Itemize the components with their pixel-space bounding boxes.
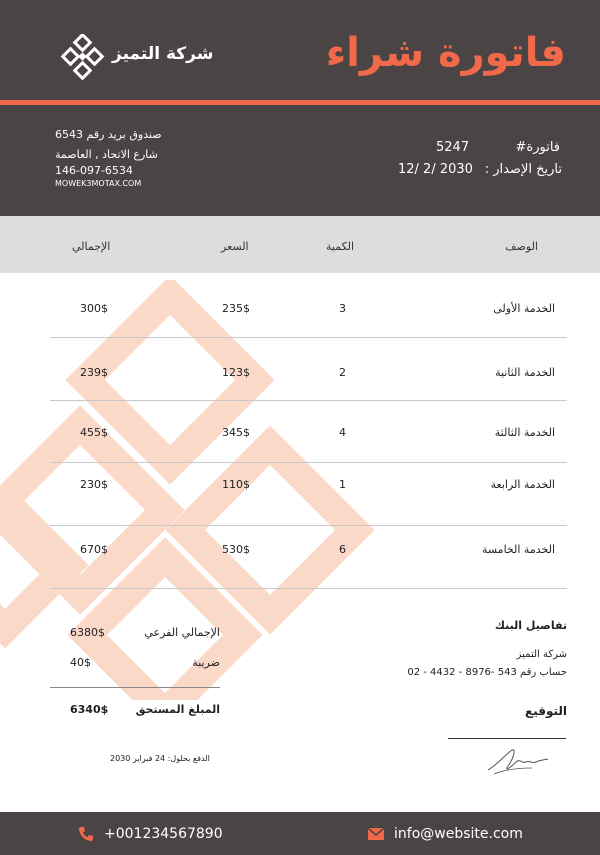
row-description: الخدمة الثالثة — [494, 426, 555, 439]
row-quantity: 4 — [339, 426, 346, 439]
tax-value: 40$ — [70, 656, 91, 669]
bank-details-title: تفاصيل البنك — [494, 619, 567, 632]
invoice-title: فاتورة شراء — [325, 30, 566, 76]
row-divider — [50, 337, 567, 338]
table-row — [0, 478, 600, 542]
row-description: الخدمة الأولى — [493, 302, 555, 315]
signature-line — [448, 738, 566, 739]
invoice-number-label: فاتورة# — [515, 140, 560, 155]
row-divider — [50, 462, 567, 463]
row-divider — [50, 588, 567, 589]
row-total: 300$ — [80, 302, 108, 315]
footer-email-text: info@website.com — [394, 825, 523, 842]
row-total: 230$ — [80, 478, 108, 491]
company-logo — [60, 34, 220, 80]
company-name: شركة التميز — [112, 44, 214, 64]
subtotal-label: الإجمالي الفرعي — [144, 626, 220, 639]
signature-title: التوقيع — [525, 704, 567, 718]
column-header-quantity: الكمية — [326, 240, 355, 253]
amount-due-value: 6340$ — [70, 703, 109, 716]
invoice-number-value: 5247 — [436, 140, 470, 155]
address-po-box: صندوق بريد رقم 6543 — [55, 128, 162, 141]
address-phone: 146-097-6534 — [55, 164, 133, 177]
row-description: الخدمة الثانية — [495, 366, 555, 379]
row-price: 235$ — [222, 302, 250, 315]
tax-label: ضريبة — [192, 656, 220, 669]
header-accent-line — [0, 100, 600, 105]
amount-due-label: المبلغ المستحق — [135, 703, 220, 716]
subtotal-value: 6380$ — [70, 626, 105, 639]
bank-name: شركة التميز — [516, 649, 567, 660]
row-price: 123$ — [222, 366, 250, 379]
row-price: 530$ — [222, 543, 250, 556]
footer-email — [368, 812, 523, 855]
invoice-footer — [0, 812, 600, 855]
row-divider — [50, 400, 567, 401]
footer-phone — [78, 812, 223, 855]
issue-date-value: 12/ 2/ 2030 — [398, 162, 473, 177]
row-description: الخدمة الخامسة — [481, 543, 555, 556]
row-price: 345$ — [222, 426, 250, 439]
address-email: MOWEK3MOTAX.COM — [55, 179, 142, 188]
table-header — [0, 216, 600, 273]
handwritten-signature-icon — [484, 744, 550, 778]
table-row — [0, 302, 600, 366]
footer-phone-text: +001234567890 — [104, 825, 223, 842]
row-total: 670$ — [80, 543, 108, 556]
diamond-lattice-logo-icon — [60, 34, 106, 80]
row-total: 455$ — [80, 426, 108, 439]
bank-account: حساب رقم 543 -8976 - 4432 - 02 — [407, 667, 567, 678]
row-quantity: 1 — [339, 478, 346, 491]
column-header-description: الوصف — [505, 240, 538, 253]
table-row — [0, 366, 600, 430]
envelope-icon — [368, 828, 384, 840]
summary-divider — [50, 687, 220, 688]
row-price: 110$ — [222, 478, 250, 491]
payment-due-note: الدفع بحلول: 24 فبراير 2030 — [110, 754, 210, 763]
row-divider — [50, 525, 567, 526]
row-description: الخدمة الرابعة — [490, 478, 555, 491]
issue-date-label: تاريخ الإصدار : — [484, 162, 562, 177]
row-quantity: 6 — [339, 543, 346, 556]
table-row — [0, 543, 600, 607]
row-quantity: 2 — [339, 366, 346, 379]
row-total: 239$ — [80, 366, 108, 379]
column-header-price: السعر — [221, 240, 249, 253]
phone-icon — [78, 826, 94, 842]
address-street: شارع الاتحاد , العاصمة — [55, 148, 158, 161]
invoice-header — [0, 0, 600, 216]
row-quantity: 3 — [339, 302, 346, 315]
column-header-total: الإجمالي — [72, 240, 111, 253]
